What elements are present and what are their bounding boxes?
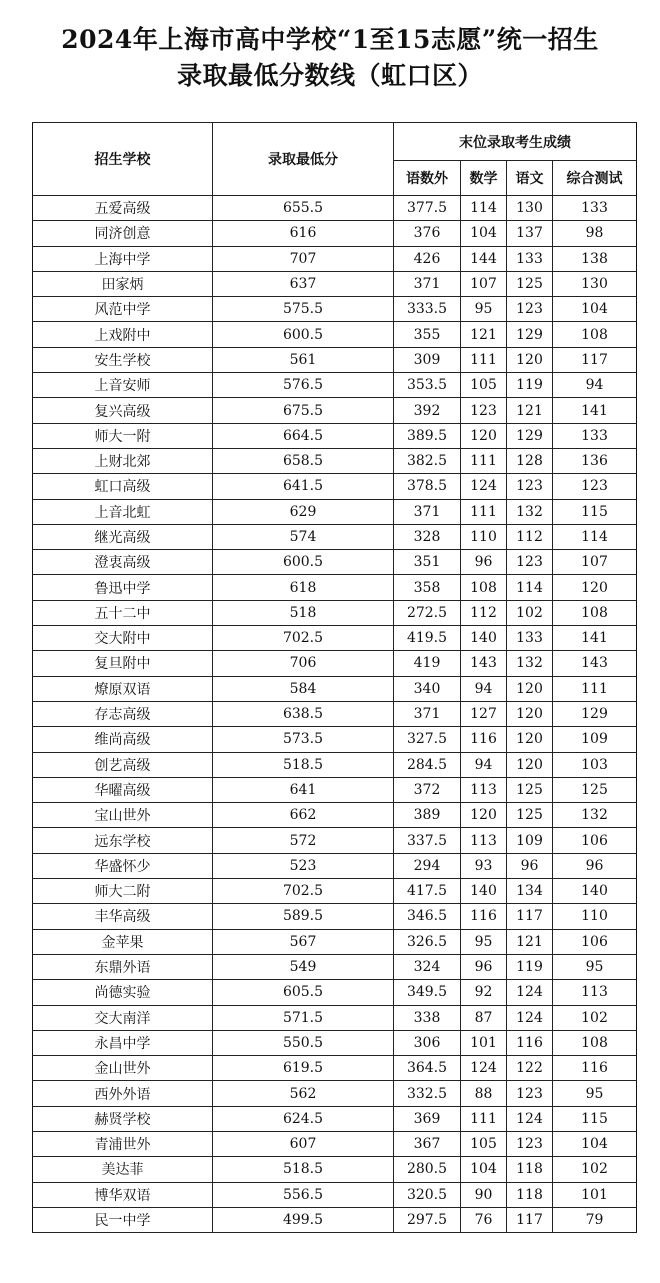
cell-school: 华盛怀少 [33,853,213,878]
cell-school: 五十二中 [33,600,213,625]
cell-chinese-math-english: 284.5 [394,752,461,777]
cell-min-score: 556.5 [213,1182,394,1207]
cell-comprehensive: 132 [553,803,637,828]
cell-chinese: 123 [507,297,553,322]
cell-comprehensive: 106 [553,828,637,853]
cell-min-score: 675.5 [213,398,394,423]
cell-min-score: 607 [213,1131,394,1156]
cell-school: 存志高级 [33,701,213,726]
cell-chinese-math-english: 340 [394,676,461,701]
cell-comprehensive: 79 [553,1207,637,1232]
cell-chinese-math-english: 369 [394,1106,461,1131]
cell-school: 美达菲 [33,1157,213,1182]
cell-math: 114 [461,196,507,221]
cell-chinese: 116 [507,1030,553,1055]
cell-comprehensive: 104 [553,297,637,322]
cell-min-score: 571.5 [213,1005,394,1030]
cell-chinese-math-english: 417.5 [394,879,461,904]
cell-math: 96 [461,954,507,979]
cell-school: 赫贤学校 [33,1106,213,1131]
cell-chinese-math-english: 367 [394,1131,461,1156]
cell-min-score: 655.5 [213,196,394,221]
cell-chinese-math-english: 309 [394,347,461,372]
cell-min-score: 706 [213,651,394,676]
table-row [33,575,637,600]
cell-min-score: 638.5 [213,701,394,726]
cell-school: 师大一附 [33,423,213,448]
cell-chinese-math-english: 333.5 [394,297,461,322]
cell-school: 同济创意 [33,221,213,246]
cell-min-score: 574 [213,524,394,549]
cell-chinese: 130 [507,196,553,221]
cell-comprehensive: 130 [553,271,637,296]
cell-comprehensive: 94 [553,373,637,398]
cell-chinese-math-english: 358 [394,575,461,600]
cell-school: 金山世外 [33,1056,213,1081]
table-row [33,1106,637,1131]
cell-chinese: 114 [507,575,553,600]
cell-chinese-math-english: 351 [394,550,461,575]
cell-math: 88 [461,1081,507,1106]
cell-math: 144 [461,246,507,271]
cell-min-score: 605.5 [213,980,394,1005]
cell-chinese: 123 [507,474,553,499]
cell-math: 94 [461,752,507,777]
cell-chinese: 123 [507,1081,553,1106]
document-title-line2: 录取最低分数线（虹口区） [176,61,483,90]
cell-min-score: 707 [213,246,394,271]
cell-math: 90 [461,1182,507,1207]
cell-school: 五爱高级 [33,196,213,221]
cell-chinese-math-english: 378.5 [394,474,461,499]
table-row [33,651,637,676]
cell-min-score: 576.5 [213,373,394,398]
cell-chinese-math-english: 353.5 [394,373,461,398]
cell-chinese: 129 [507,322,553,347]
cell-school: 维尚高级 [33,727,213,752]
cell-school: 澄衷高级 [33,550,213,575]
cell-comprehensive: 108 [553,322,637,347]
document-title-line1: 2024年上海市高中学校“1至15志愿”统一招生 [61,25,599,54]
cell-chinese: 117 [507,904,553,929]
cell-chinese-math-english: 371 [394,271,461,296]
cell-chinese: 133 [507,626,553,651]
cell-chinese: 112 [507,524,553,549]
cell-chinese: 132 [507,499,553,524]
table-row [33,196,637,221]
cell-math: 120 [461,803,507,828]
cell-school: 上海中学 [33,246,213,271]
cell-comprehensive: 95 [553,1081,637,1106]
cell-comprehensive: 102 [553,1157,637,1182]
cell-school: 交大南洋 [33,1005,213,1030]
cell-math: 93 [461,853,507,878]
cell-math: 127 [461,701,507,726]
cell-comprehensive: 113 [553,980,637,1005]
cell-chinese-math-english: 371 [394,701,461,726]
cell-comprehensive: 107 [553,550,637,575]
cell-comprehensive: 140 [553,879,637,904]
cell-chinese: 128 [507,448,553,473]
cell-math: 124 [461,474,507,499]
cell-comprehensive: 102 [553,1005,637,1030]
cell-chinese: 122 [507,1056,553,1081]
cell-comprehensive: 101 [553,1182,637,1207]
cell-math: 101 [461,1030,507,1055]
cell-comprehensive: 106 [553,929,637,954]
cell-math: 76 [461,1207,507,1232]
table-row [33,879,637,904]
cell-chinese-math-english: 294 [394,853,461,878]
cell-comprehensive: 108 [553,1030,637,1055]
cell-comprehensive: 110 [553,904,637,929]
table-row [33,853,637,878]
cell-min-score: 518 [213,600,394,625]
cell-school: 金苹果 [33,929,213,954]
cell-math: 95 [461,297,507,322]
cell-min-score: 658.5 [213,448,394,473]
cell-comprehensive: 111 [553,676,637,701]
cell-chinese-math-english: 392 [394,398,461,423]
cell-chinese-math-english: 346.5 [394,904,461,929]
table-row [33,626,637,651]
cell-min-score: 624.5 [213,1106,394,1131]
cell-chinese-math-english: 371 [394,499,461,524]
cell-min-score: 616 [213,221,394,246]
cell-comprehensive: 115 [553,1106,637,1131]
cell-math: 110 [461,524,507,549]
cell-min-score: 567 [213,929,394,954]
cell-min-score: 518.5 [213,752,394,777]
table-row [33,524,637,549]
table-row [33,777,637,802]
cell-chinese: 137 [507,221,553,246]
cell-min-score: 664.5 [213,423,394,448]
table-row [33,752,637,777]
table-row [33,1030,637,1055]
cell-school: 继光高级 [33,524,213,549]
cell-min-score: 561 [213,347,394,372]
admission-score-table [32,122,637,1233]
cell-min-score: 662 [213,803,394,828]
cell-chinese: 123 [507,550,553,575]
cell-chinese-math-english: 272.5 [394,600,461,625]
cell-chinese: 120 [507,347,553,372]
cell-school: 远东学校 [33,828,213,853]
cell-comprehensive: 108 [553,600,637,625]
cell-chinese-math-english: 426 [394,246,461,271]
cell-min-score: 589.5 [213,904,394,929]
cell-chinese: 132 [507,651,553,676]
cell-math: 92 [461,980,507,1005]
cell-math: 112 [461,600,507,625]
cell-math: 111 [461,448,507,473]
cell-comprehensive: 141 [553,398,637,423]
cell-chinese-math-english: 327.5 [394,727,461,752]
cell-min-score: 562 [213,1081,394,1106]
cell-math: 140 [461,879,507,904]
cell-chinese: 124 [507,1005,553,1030]
cell-comprehensive: 96 [553,853,637,878]
cell-school: 丰华高级 [33,904,213,929]
table-row [33,980,637,1005]
cell-math: 104 [461,221,507,246]
cell-comprehensive: 133 [553,196,637,221]
cell-comprehensive: 115 [553,499,637,524]
cell-chinese-math-english: 332.5 [394,1081,461,1106]
cell-chinese: 120 [507,676,553,701]
cell-school: 永昌中学 [33,1030,213,1055]
cell-comprehensive: 120 [553,575,637,600]
cell-math: 94 [461,676,507,701]
cell-math: 111 [461,1106,507,1131]
table-row [33,600,637,625]
cell-min-score: 575.5 [213,297,394,322]
cell-chinese-math-english: 355 [394,322,461,347]
table-row [33,1056,637,1081]
cell-comprehensive: 125 [553,777,637,802]
cell-school: 复旦附中 [33,651,213,676]
cell-comprehensive: 141 [553,626,637,651]
cell-school: 创艺高级 [33,752,213,777]
cell-math: 95 [461,929,507,954]
table-row [33,448,637,473]
header-chinese: 语文 [507,161,553,196]
cell-school: 虹口高级 [33,474,213,499]
cell-min-score: 600.5 [213,550,394,575]
table-row [33,271,637,296]
cell-school: 宝山世外 [33,803,213,828]
cell-min-score: 619.5 [213,1056,394,1081]
cell-chinese: 120 [507,701,553,726]
cell-school: 鲁迅中学 [33,575,213,600]
cell-chinese-math-english: 382.5 [394,448,461,473]
cell-school: 风范中学 [33,297,213,322]
cell-chinese: 109 [507,828,553,853]
cell-chinese: 121 [507,398,553,423]
table-row [33,322,637,347]
table-row [33,347,637,372]
cell-min-score: 518.5 [213,1157,394,1182]
cell-school: 尚德实验 [33,980,213,1005]
cell-comprehensive: 103 [553,752,637,777]
cell-min-score: 600.5 [213,322,394,347]
table-body [33,196,637,1233]
cell-math: 143 [461,651,507,676]
cell-chinese: 118 [507,1157,553,1182]
cell-chinese: 124 [507,1106,553,1131]
cell-comprehensive: 138 [553,246,637,271]
cell-math: 96 [461,550,507,575]
table-row [33,904,637,929]
cell-comprehensive: 109 [553,727,637,752]
cell-chinese: 124 [507,980,553,1005]
cell-school: 博华双语 [33,1182,213,1207]
cell-min-score: 572 [213,828,394,853]
cell-comprehensive: 114 [553,524,637,549]
header-math: 数学 [461,161,507,196]
table-row [33,1081,637,1106]
cell-min-score: 637 [213,271,394,296]
table-row [33,1207,637,1232]
cell-chinese: 120 [507,727,553,752]
cell-chinese: 119 [507,373,553,398]
cell-chinese: 117 [507,1207,553,1232]
cell-chinese-math-english: 389.5 [394,423,461,448]
cell-school: 上财北郊 [33,448,213,473]
cell-school: 西外外语 [33,1081,213,1106]
cell-chinese-math-english: 377.5 [394,196,461,221]
cell-school: 上音安师 [33,373,213,398]
header-chinese-math-english: 语数外 [394,161,461,196]
cell-chinese: 125 [507,777,553,802]
header-comprehensive: 综合测试 [553,161,637,196]
table-row [33,828,637,853]
cell-min-score: 702.5 [213,626,394,651]
cell-school: 青浦世外 [33,1131,213,1156]
cell-chinese-math-english: 280.5 [394,1157,461,1182]
cell-comprehensive: 95 [553,954,637,979]
cell-chinese: 134 [507,879,553,904]
table-row [33,803,637,828]
header-min-score: 录取最低分 [213,123,394,196]
cell-math: 108 [461,575,507,600]
cell-min-score: 629 [213,499,394,524]
cell-school: 师大二附 [33,879,213,904]
table-row [33,246,637,271]
table-row [33,954,637,979]
cell-chinese: 102 [507,600,553,625]
cell-math: 113 [461,828,507,853]
cell-chinese-math-english: 419 [394,651,461,676]
cell-min-score: 549 [213,954,394,979]
cell-school: 民一中学 [33,1207,213,1232]
cell-min-score: 550.5 [213,1030,394,1055]
cell-chinese-math-english: 349.5 [394,980,461,1005]
cell-min-score: 523 [213,853,394,878]
cell-chinese: 121 [507,929,553,954]
cell-chinese-math-english: 297.5 [394,1207,461,1232]
cell-comprehensive: 136 [553,448,637,473]
cell-chinese-math-english: 337.5 [394,828,461,853]
cell-chinese-math-english: 372 [394,777,461,802]
cell-min-score: 641 [213,777,394,802]
table-row [33,474,637,499]
cell-min-score: 618 [213,575,394,600]
table-row [33,297,637,322]
cell-chinese-math-english: 326.5 [394,929,461,954]
cell-min-score: 641.5 [213,474,394,499]
table-row [33,221,637,246]
cell-comprehensive: 143 [553,651,637,676]
cell-comprehensive: 116 [553,1056,637,1081]
table-row [33,727,637,752]
cell-chinese: 125 [507,803,553,828]
table-row [33,398,637,423]
table-row [33,373,637,398]
table-row [33,929,637,954]
table-row [33,1005,637,1030]
cell-min-score: 499.5 [213,1207,394,1232]
cell-math: 120 [461,423,507,448]
cell-chinese: 120 [507,752,553,777]
cell-min-score: 584 [213,676,394,701]
cell-math: 123 [461,398,507,423]
cell-comprehensive: 129 [553,701,637,726]
cell-school: 东鼎外语 [33,954,213,979]
cell-math: 111 [461,499,507,524]
table-row [33,676,637,701]
cell-chinese-math-english: 338 [394,1005,461,1030]
header-last-admitted-group: 末位录取考生成绩 [394,123,637,161]
cell-chinese-math-english: 324 [394,954,461,979]
cell-chinese: 123 [507,1131,553,1156]
cell-math: 124 [461,1056,507,1081]
table-row [33,1182,637,1207]
cell-math: 87 [461,1005,507,1030]
cell-math: 105 [461,1131,507,1156]
cell-school: 交大附中 [33,626,213,651]
cell-comprehensive: 123 [553,474,637,499]
cell-math: 140 [461,626,507,651]
cell-chinese-math-english: 364.5 [394,1056,461,1081]
cell-chinese: 125 [507,271,553,296]
cell-math: 105 [461,373,507,398]
cell-school: 上戏附中 [33,322,213,347]
cell-chinese: 118 [507,1182,553,1207]
cell-chinese-math-english: 320.5 [394,1182,461,1207]
cell-math: 116 [461,727,507,752]
table-row [33,701,637,726]
cell-chinese: 119 [507,954,553,979]
cell-school: 燎原双语 [33,676,213,701]
cell-chinese: 129 [507,423,553,448]
cell-school: 安生学校 [33,347,213,372]
cell-math: 121 [461,322,507,347]
cell-chinese: 96 [507,853,553,878]
cell-math: 111 [461,347,507,372]
cell-chinese-math-english: 419.5 [394,626,461,651]
cell-math: 104 [461,1157,507,1182]
table-row [33,550,637,575]
cell-chinese-math-english: 306 [394,1030,461,1055]
cell-math: 113 [461,777,507,802]
cell-chinese-math-english: 389 [394,803,461,828]
cell-chinese-math-english: 328 [394,524,461,549]
cell-min-score: 702.5 [213,879,394,904]
table-row [33,423,637,448]
cell-math: 116 [461,904,507,929]
header-school: 招生学校 [33,123,213,196]
cell-chinese: 133 [507,246,553,271]
cell-comprehensive: 98 [553,221,637,246]
cell-comprehensive: 104 [553,1131,637,1156]
table-row [33,1131,637,1156]
cell-comprehensive: 133 [553,423,637,448]
table-row [33,1157,637,1182]
cell-school: 上音北虹 [33,499,213,524]
cell-comprehensive: 117 [553,347,637,372]
cell-school: 华曜高级 [33,777,213,802]
cell-school: 田家炳 [33,271,213,296]
cell-school: 复兴高级 [33,398,213,423]
cell-math: 107 [461,271,507,296]
cell-chinese-math-english: 376 [394,221,461,246]
cell-min-score: 573.5 [213,727,394,752]
table-row [33,499,637,524]
